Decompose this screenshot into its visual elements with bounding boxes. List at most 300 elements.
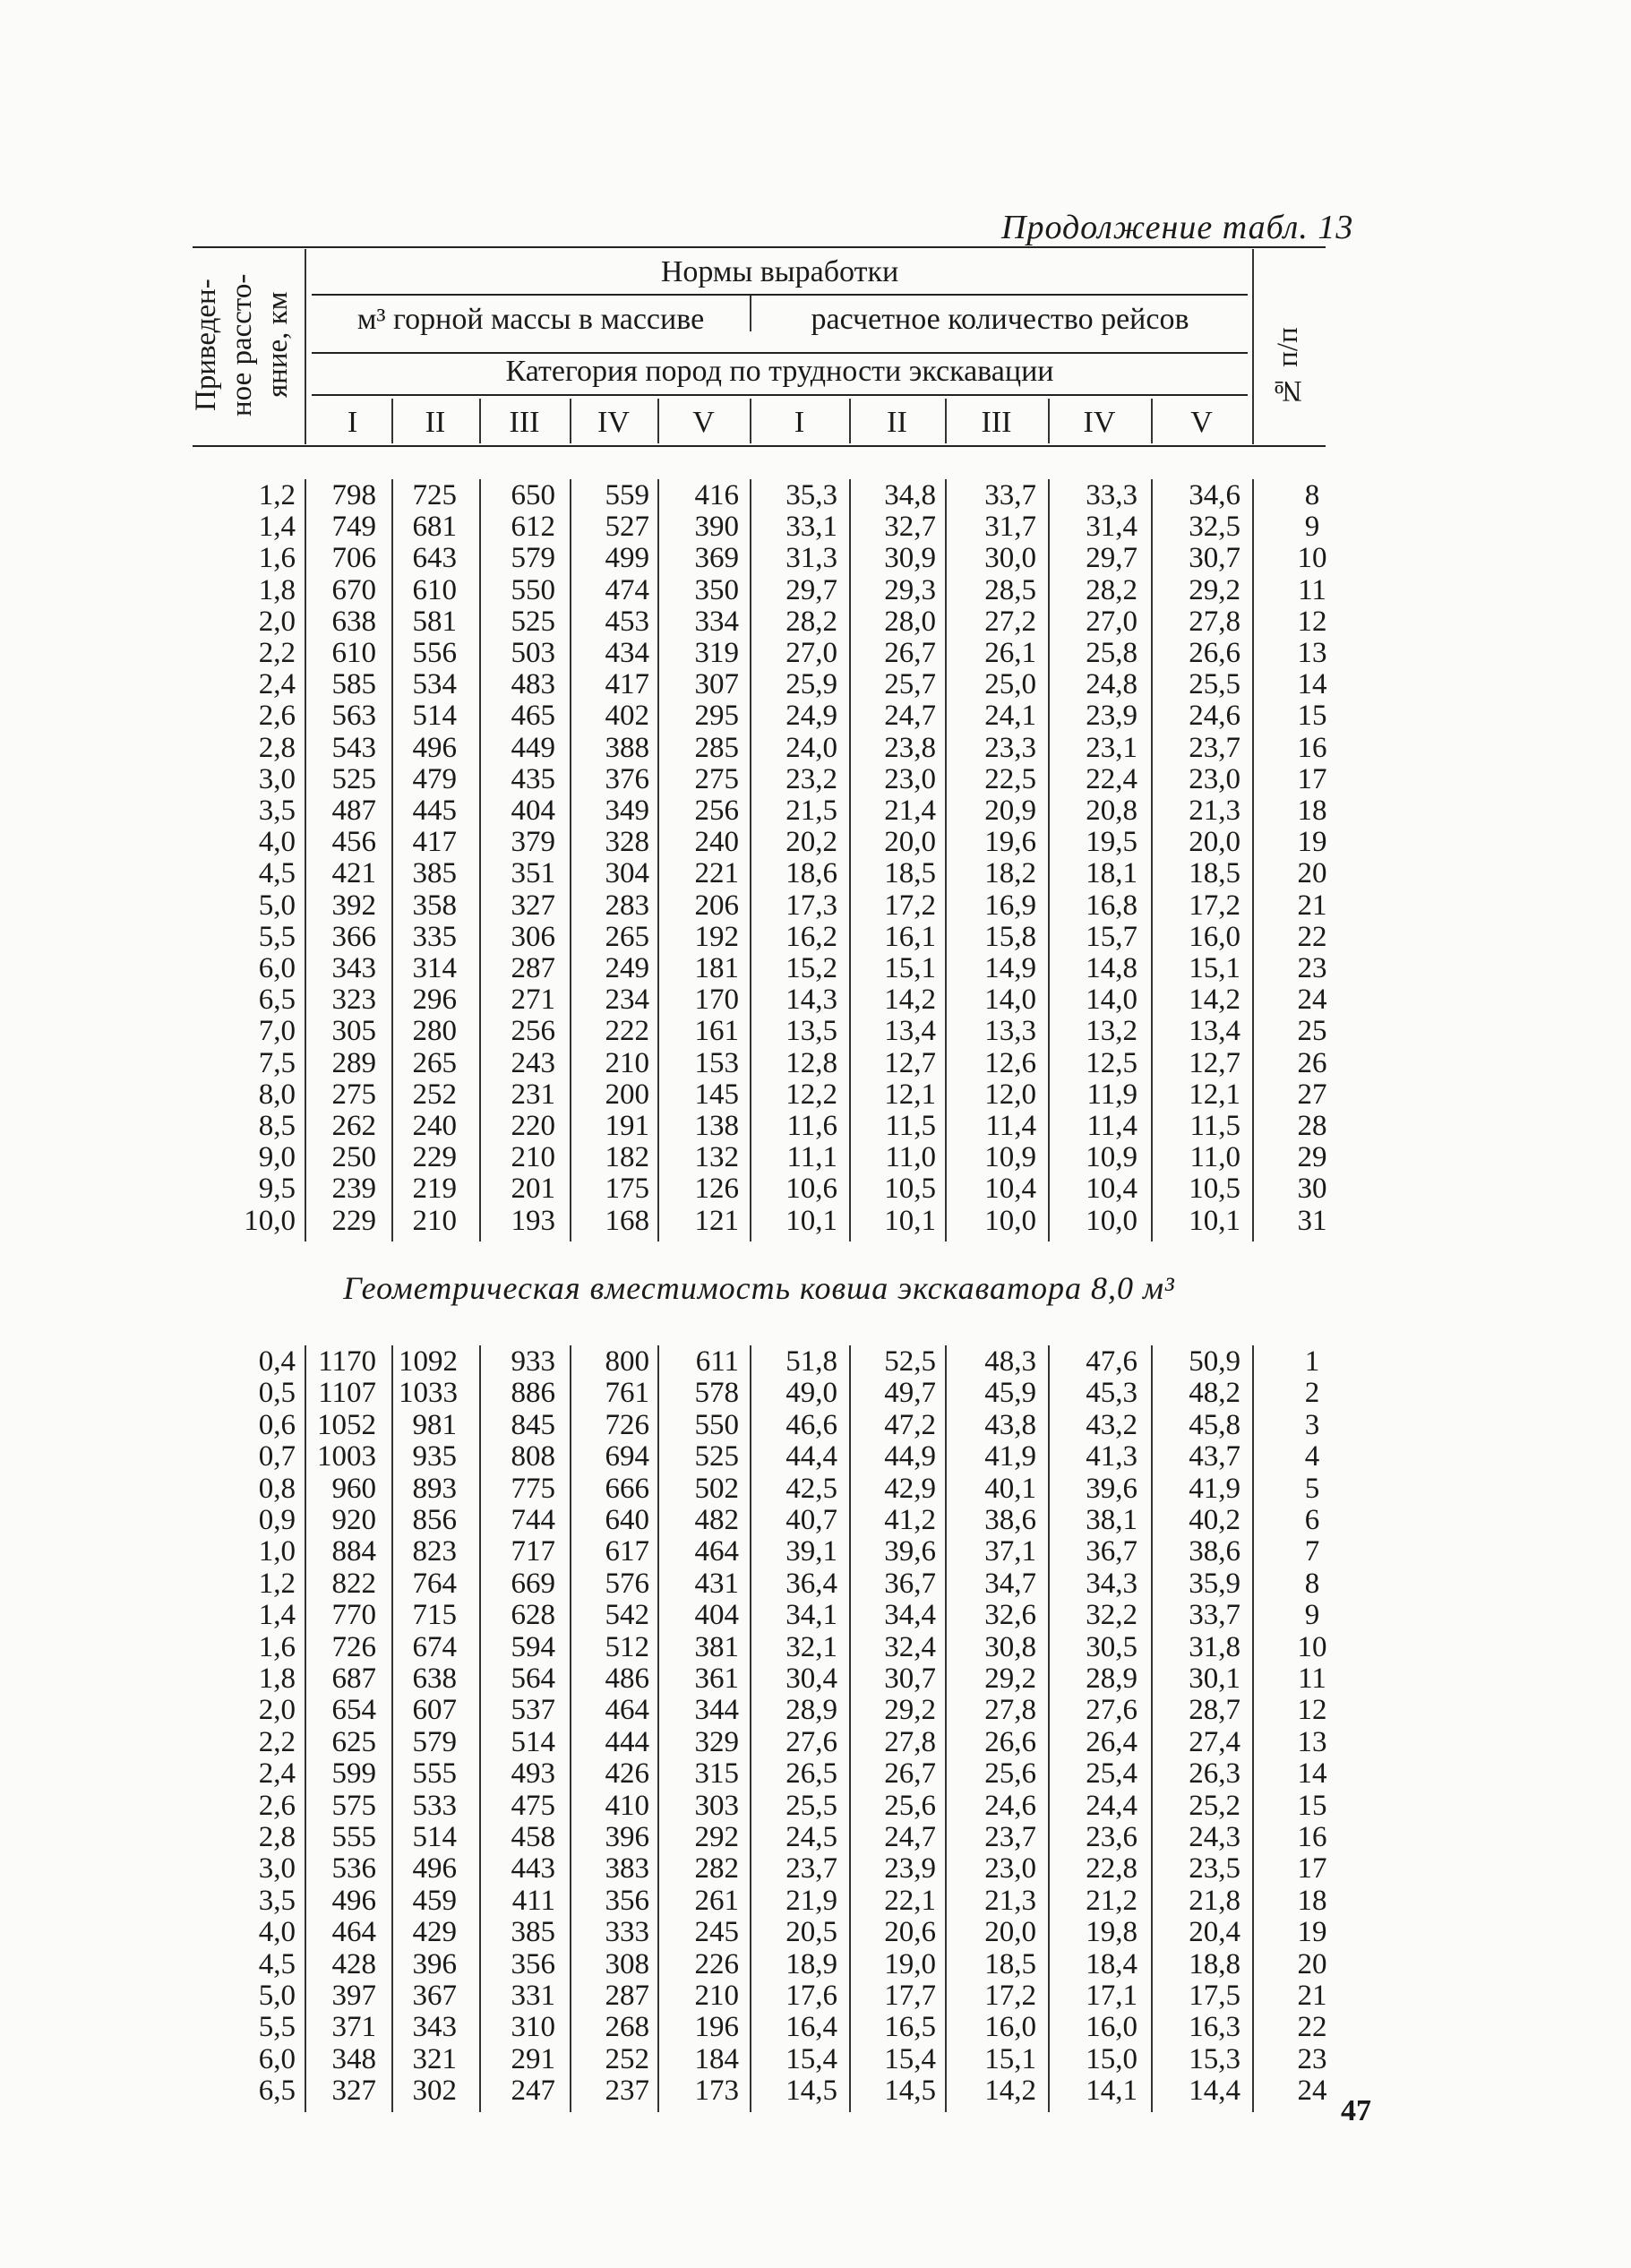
table-cell: 226 (694, 1947, 739, 1980)
table-cell: 25,8 (1086, 637, 1137, 669)
table-cell: 449 (511, 731, 555, 764)
table-column (667, 1345, 739, 2112)
table-cell: 275 (694, 762, 739, 795)
table-cell: 27,2 (984, 605, 1036, 638)
table-cell: 14,9 (984, 952, 1036, 984)
table-cell: 20,0 (1189, 826, 1240, 859)
table-cell: 45,3 (1086, 1377, 1137, 1410)
table-cell: 20 (1297, 1947, 1327, 1980)
table-cell: 14,2 (984, 2075, 1036, 2108)
table-cell: 11,9 (1086, 1078, 1137, 1111)
table-cell: 11,6 (786, 1110, 837, 1142)
table-cell: 429 (412, 1916, 457, 1949)
table-cell: 26,5 (785, 1757, 837, 1791)
table-cell: 465 (511, 700, 555, 733)
table-cell: 579 (412, 1725, 457, 1758)
table-cell: 11 (1298, 1662, 1326, 1695)
table-cell: 26,3 (1189, 1757, 1240, 1791)
table-cell: 25,0 (984, 668, 1036, 701)
table-cell: 22 (1297, 2011, 1327, 2044)
table-cell: 229 (412, 1141, 457, 1174)
table-cell: 12,8 (785, 1046, 837, 1079)
table-cell: 23,7 (1189, 731, 1240, 764)
table-cell: 27,8 (984, 1694, 1036, 1727)
table-cell: 369 (694, 542, 739, 575)
table-cell: 33,1 (785, 511, 837, 544)
table-cell: 496 (412, 1852, 457, 1886)
table-cell: 13,4 (1189, 1015, 1240, 1048)
table-cell: 33,3 (1086, 479, 1137, 511)
table-cell: 396 (605, 1821, 649, 1853)
table-cell: 20,6 (884, 1916, 936, 1949)
column-divider (479, 1345, 481, 2112)
table-cell: 15,4 (785, 2042, 837, 2075)
table-cell: 11,5 (885, 1110, 936, 1142)
table-cell: 16,4 (785, 2011, 837, 2044)
table-cell: 14 (1297, 668, 1327, 701)
table-cell: 168 (605, 1204, 649, 1237)
table-cell: 643 (412, 542, 457, 575)
table-cell: 16,3 (1189, 2011, 1240, 2044)
table-cell: 43,8 (984, 1408, 1036, 1441)
section-title: Геометрическая вместимость ковша экскаватора 8,0 м³ (343, 1270, 1175, 1306)
table-cell: 525 (331, 762, 376, 795)
table-cell: 28,7 (1189, 1694, 1240, 1727)
table-cell: 428 (331, 1947, 376, 1980)
table-cell: 20,4 (1189, 1916, 1240, 1949)
table-cell: 725 (412, 479, 457, 511)
table-cell: 30,9 (884, 542, 936, 575)
table-cell: 764 (412, 1567, 457, 1600)
table-cell: 581 (412, 605, 457, 638)
table-cell: 6,5 (258, 2075, 296, 2108)
table-cell: 417 (605, 668, 649, 701)
table-cell: 291 (511, 2042, 555, 2075)
table-cell: 20,9 (984, 795, 1036, 827)
table-cell: 271 (511, 984, 555, 1017)
table-cell: 24,0 (785, 731, 837, 764)
table-column (1155, 1345, 1240, 2112)
table-cell: 29 (1297, 1141, 1327, 1174)
table-cell: 206 (694, 889, 739, 922)
table-cell: 579 (511, 542, 555, 575)
table-cell: 681 (412, 511, 457, 544)
table-cell: 14,5 (785, 2075, 837, 2108)
table-cell: 175 (605, 1173, 649, 1206)
table-cell: 35,9 (1189, 1567, 1240, 1600)
table-cell: 7,0 (258, 1015, 296, 1048)
table-cell: 21 (1297, 1980, 1327, 2012)
table-cell: 26,6 (984, 1725, 1036, 1758)
table-cell: 0,4 (258, 1345, 296, 1378)
table-cell: 351 (511, 857, 555, 890)
table-cell: 22,8 (1086, 1852, 1137, 1886)
table-cell: 29,2 (1189, 573, 1240, 606)
table-cell: 221 (694, 857, 739, 890)
table-cell: 379 (511, 826, 555, 859)
table-cell: 18,2 (984, 857, 1036, 890)
table-cell: 265 (605, 920, 649, 953)
table-cell: 38,6 (984, 1504, 1036, 1536)
table-column (399, 1345, 457, 2112)
table-cell: 29,3 (884, 573, 936, 606)
category-divider (391, 399, 393, 443)
table-cell: 822 (331, 1567, 376, 1600)
table-cell: 2,4 (258, 1757, 296, 1791)
table-cell: 23,7 (785, 1852, 837, 1886)
table-column (757, 1345, 837, 2112)
table-cell: 243 (511, 1046, 555, 1079)
table-cell: 28,0 (884, 605, 936, 638)
table-cell: 26,1 (984, 637, 1036, 669)
table-column (951, 1345, 1036, 2112)
header-top-rule (193, 246, 1326, 248)
table-cell: 26,7 (884, 1757, 936, 1791)
table-cell: 10,0 (1086, 1204, 1137, 1237)
table-cell: 31 (1297, 1204, 1327, 1237)
table-cell: 5,0 (258, 889, 296, 922)
column-divider (391, 479, 393, 1241)
table-cell: 25,5 (785, 1789, 837, 1822)
table-cell: 0,7 (258, 1440, 296, 1473)
table-cell: 12,7 (1189, 1046, 1240, 1079)
table-cell: 411 (511, 1884, 555, 1917)
table-cell: 1,8 (258, 1662, 296, 1695)
column-divider (305, 479, 306, 1241)
table-cell: 27,6 (1086, 1694, 1137, 1727)
table-cell: 893 (412, 1472, 457, 1505)
table-cell: 348 (331, 2042, 376, 2075)
table-cell: 1,6 (258, 1630, 296, 1663)
table-cell: 435 (511, 762, 555, 795)
table-cell: 16,2 (785, 920, 837, 953)
table-cell: 170 (694, 984, 739, 1017)
table-cell: 12,0 (984, 1078, 1036, 1111)
table-cell: 24,7 (884, 700, 936, 733)
table-cell: 47,2 (884, 1408, 936, 1441)
table-cell: 22,1 (884, 1884, 936, 1917)
table-cell: 12,1 (884, 1078, 936, 1111)
header-distance-line2: ное рассто- (226, 273, 258, 417)
table-cell: 1170 (318, 1345, 376, 1378)
column-divider (570, 1345, 571, 2112)
table-cell: 1,2 (258, 1567, 296, 1600)
category-header-cell: V (692, 406, 715, 439)
table-cell: 487 (331, 795, 376, 827)
table-cell: 350 (694, 573, 739, 606)
table-cell: 222 (605, 1015, 649, 1048)
table-cell: 410 (605, 1789, 649, 1822)
table-column (855, 1345, 936, 2112)
table-cell: 23,3 (984, 731, 1036, 764)
table-cell: 496 (412, 731, 457, 764)
table-cell: 28,5 (984, 573, 1036, 606)
table-cell: 21,5 (785, 795, 837, 827)
table-cell: 23,0 (1189, 762, 1240, 795)
table-cell: 15,0 (1086, 2042, 1137, 2075)
table-cell: 12 (1297, 1694, 1327, 1727)
table-cell: 4,0 (258, 1916, 296, 1949)
table-cell: 706 (331, 542, 376, 575)
table-cell: 261 (694, 1884, 739, 1917)
table-cell: 247 (511, 2075, 555, 2108)
table-cell: 10,9 (1086, 1141, 1137, 1174)
header-bottom-rule (193, 445, 1326, 447)
table-cell: 22,4 (1086, 762, 1137, 795)
table-cell: 14,2 (884, 984, 936, 1017)
table-cell: 343 (331, 952, 376, 984)
table-cell: 173 (694, 2075, 739, 2108)
table-cell: 610 (331, 637, 376, 669)
category-header-cell: IV (1083, 406, 1116, 439)
table-cell: 367 (412, 1980, 457, 2012)
table-cell: 14,1 (1086, 2075, 1137, 2108)
table-cell: 275 (331, 1078, 376, 1111)
table-cell: 14,3 (785, 984, 837, 1017)
table-cell: 594 (511, 1630, 555, 1663)
table-cell: 11,5 (1189, 1110, 1240, 1142)
table-cell: 578 (694, 1377, 739, 1410)
table-cell: 4,5 (258, 1947, 296, 1980)
table-cell: 285 (694, 731, 739, 764)
table-cell: 323 (331, 984, 376, 1017)
table-cell: 18,5 (1189, 857, 1240, 890)
table-cell: 280 (412, 1015, 457, 1048)
table-cell: 453 (605, 605, 649, 638)
table-cell: 575 (331, 1789, 376, 1822)
table-cell: 268 (605, 2011, 649, 2044)
table-cell: 10,1 (785, 1204, 837, 1237)
table-cell: 361 (694, 1662, 739, 1695)
table-column (1052, 479, 1137, 1241)
table-cell: 4 (1304, 1440, 1320, 1473)
table-cell: 533 (412, 1789, 457, 1822)
table-cell: 319 (694, 637, 739, 669)
category-header-cell: IV (597, 406, 630, 439)
table-cell: 41,9 (984, 1440, 1036, 1473)
column-divider (657, 479, 659, 1241)
table-cell: 19,6 (984, 826, 1036, 859)
table-cell: 5,0 (258, 1980, 296, 2012)
category-divider (1151, 399, 1153, 443)
table-cell: 475 (511, 1789, 555, 1822)
table-cell: 29,2 (984, 1662, 1036, 1695)
table-cell: 21,8 (1189, 1884, 1240, 1917)
table-cell: 250 (331, 1141, 376, 1174)
table-cell: 10 (1297, 542, 1327, 575)
table-cell: 36,7 (1086, 1535, 1137, 1568)
table-cell: 11,4 (1086, 1110, 1137, 1142)
table-cell: 132 (694, 1141, 739, 1174)
table-cell: 884 (331, 1535, 376, 1568)
table-cell: 22,5 (984, 762, 1036, 795)
table-cell: 525 (511, 605, 555, 638)
table-cell: 282 (694, 1852, 739, 1886)
table-cell: 18,5 (884, 857, 936, 890)
table-cell: 607 (412, 1694, 457, 1727)
table-cell: 416 (694, 479, 739, 511)
column-divider (305, 1345, 306, 2112)
table-cell: 537 (511, 1694, 555, 1727)
table-cell: 6,5 (258, 984, 296, 1017)
table-cell: 15,2 (785, 952, 837, 984)
table-cell: 7,5 (258, 1046, 296, 1079)
table-cell: 559 (605, 479, 649, 511)
table-cell: 483 (511, 668, 555, 701)
table-cell: 25,6 (984, 1757, 1036, 1791)
table-cell: 12,5 (1086, 1046, 1137, 1079)
table-cell: 292 (694, 1821, 739, 1853)
table-cell: 823 (412, 1535, 457, 1568)
table-cell: 23,0 (984, 1852, 1036, 1886)
table-cell: 314 (412, 952, 457, 984)
table-cell: 10,5 (1189, 1173, 1240, 1206)
table-cell: 17,7 (884, 1980, 936, 2012)
table-cell: 329 (694, 1725, 739, 1758)
table-cell: 27,6 (785, 1725, 837, 1758)
table-cell: 694 (605, 1440, 649, 1473)
table-cell: 201 (511, 1173, 555, 1206)
table-cell: 8,5 (258, 1110, 296, 1142)
table-cell: 24 (1297, 984, 1327, 1017)
table-cell: 30,1 (1189, 1662, 1240, 1695)
table-cell: 514 (511, 1725, 555, 1758)
table-cell: 196 (694, 2011, 739, 2044)
table-cell: 39,1 (785, 1535, 837, 1568)
table-cell: 343 (412, 2011, 457, 2044)
table-cell: 23,9 (1086, 700, 1137, 733)
table-cell: 2 (1304, 1377, 1320, 1410)
table-column (578, 1345, 649, 2112)
table-cell: 33,7 (984, 479, 1036, 511)
table-cell: 464 (331, 1916, 376, 1949)
table-cell: 8,0 (258, 1078, 296, 1111)
table-cell: 27,0 (785, 637, 837, 669)
table-cell: 15,8 (984, 920, 1036, 953)
table-cell: 48,3 (984, 1345, 1036, 1378)
table-cell: 305 (331, 1015, 376, 1048)
table-cell: 10,6 (785, 1173, 837, 1206)
table-cell: 52,5 (884, 1345, 936, 1378)
table-cell: 1,4 (258, 511, 296, 544)
table-column (1052, 1345, 1137, 2112)
table-cell: 426 (605, 1757, 649, 1791)
table-cell: 556 (412, 637, 457, 669)
table-cell: 138 (694, 1110, 739, 1142)
table-cell: 45,8 (1189, 1408, 1240, 1441)
table-cell: 287 (511, 952, 555, 984)
table-cell: 35,3 (785, 479, 837, 511)
table-column (202, 479, 296, 1241)
table-cell: 14,0 (1086, 984, 1137, 1017)
table-cell: 4,5 (258, 857, 296, 890)
table-cell: 240 (412, 1110, 457, 1142)
table-cell: 38,1 (1086, 1504, 1137, 1536)
table-cell: 2,4 (258, 668, 296, 701)
table-cell: 15 (1297, 700, 1327, 733)
table-cell: 670 (331, 573, 376, 606)
table-cell: 296 (412, 984, 457, 1017)
table-cell: 25 (1297, 1015, 1327, 1048)
table-cell: 9 (1304, 511, 1320, 544)
table-cell: 417 (412, 826, 457, 859)
table-cell: 262 (331, 1110, 376, 1142)
table-cell: 295 (694, 700, 739, 733)
table-cell: 30,5 (1086, 1630, 1137, 1663)
table-cell: 960 (331, 1472, 376, 1505)
table-cell: 376 (605, 762, 649, 795)
table-cell: 34,1 (785, 1599, 837, 1632)
table-cell: 50,9 (1189, 1345, 1240, 1378)
table-cell: 40,1 (984, 1472, 1036, 1505)
table-cell: 3,0 (258, 762, 296, 795)
table-cell: 15,7 (1086, 920, 1137, 953)
header-volume-title: м³ горной массы в массиве (356, 303, 705, 336)
table-cell: 25,9 (785, 668, 837, 701)
table-cell: 628 (511, 1599, 555, 1632)
category-divider (657, 399, 659, 443)
table-cell: 486 (605, 1662, 649, 1695)
table-cell: 775 (511, 1472, 555, 1505)
table-cell: 15 (1297, 1789, 1327, 1822)
table-cell: 6,0 (258, 952, 296, 984)
table-cell: 333 (605, 1916, 649, 1949)
table-cell: 18,1 (1086, 857, 1137, 890)
table-cell: 14,0 (984, 984, 1036, 1017)
table-cell: 555 (412, 1757, 457, 1791)
table-cell: 10,4 (984, 1173, 1036, 1206)
table-cell: 28,9 (785, 1694, 837, 1727)
category-header-cell: II (887, 406, 907, 439)
table-cell: 9,5 (258, 1173, 296, 1206)
table-cell: 388 (605, 731, 649, 764)
table-cell: 381 (694, 1630, 739, 1663)
table-cell: 17,2 (884, 889, 936, 922)
table-cell: 10,1 (1189, 1204, 1240, 1237)
table-cell: 41,3 (1086, 1440, 1137, 1473)
table-cell: 933 (511, 1345, 555, 1378)
table-column (313, 479, 376, 1241)
table-cell: 10,0 (984, 1204, 1036, 1237)
table-cell: 800 (605, 1345, 649, 1378)
table-cell: 39,6 (884, 1535, 936, 1568)
table-cell: 13 (1297, 637, 1327, 669)
table-cell: 11,4 (985, 1110, 1036, 1142)
table-cell: 464 (605, 1694, 649, 1727)
column-divider (849, 1345, 851, 2112)
table-cell: 12,2 (785, 1078, 837, 1111)
table-cell: 321 (412, 2042, 457, 2075)
table-cell: 304 (605, 857, 649, 890)
table-cell: 19 (1297, 826, 1327, 859)
table-cell: 30,7 (884, 1662, 936, 1695)
table-cell: 23,2 (785, 762, 837, 795)
table-cell: 2,0 (258, 1694, 296, 1727)
column-divider (1151, 479, 1153, 1241)
table-cell: 32,2 (1086, 1599, 1137, 1632)
table-cell: 200 (605, 1078, 649, 1111)
column-divider (750, 479, 751, 1241)
table-cell: 555 (331, 1821, 376, 1853)
table-cell: 24,5 (785, 1821, 837, 1853)
table-cell: 404 (694, 1599, 739, 1632)
table-cell: 12 (1297, 605, 1327, 638)
table-cell: 334 (694, 605, 739, 638)
table-cell: 9,0 (258, 1141, 296, 1174)
table-cell: 182 (605, 1141, 649, 1174)
table-cell: 527 (605, 511, 649, 544)
table-cell: 19,8 (1086, 1916, 1137, 1949)
